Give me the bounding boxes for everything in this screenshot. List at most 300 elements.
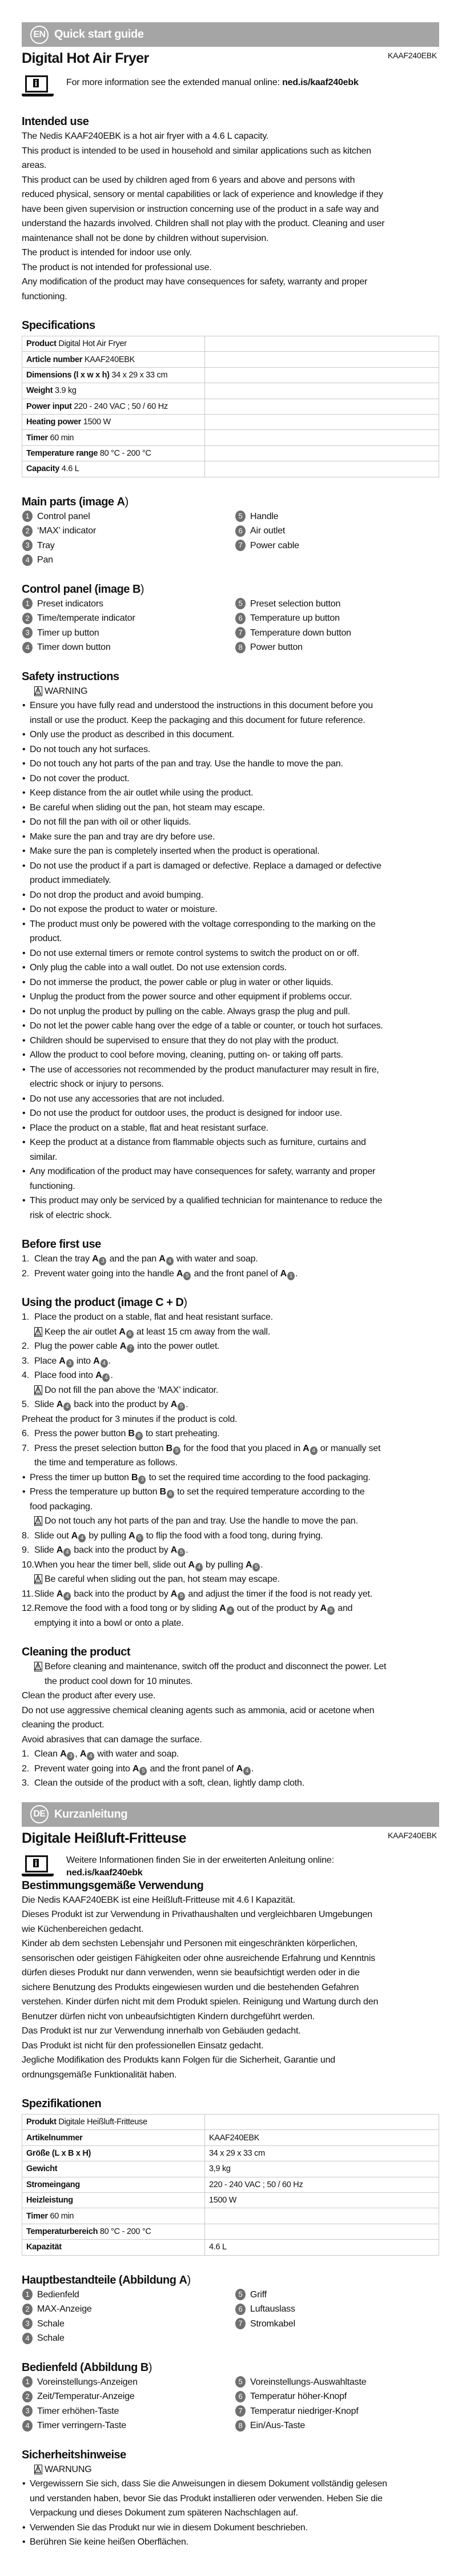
text-run: Berühren Sie keine heißen Oberflächen. bbox=[30, 2537, 188, 2547]
list-item bbox=[22, 2331, 235, 2346]
part-number-badge: 7 bbox=[235, 627, 246, 638]
parts-column-right bbox=[235, 597, 439, 655]
image-ref-letter: A bbox=[170, 1589, 178, 1599]
bold-text: Product bbox=[26, 339, 57, 349]
paragraph bbox=[22, 1412, 439, 1427]
bold-text: Dimensions (l x w x h) bbox=[26, 370, 110, 380]
line-text bbox=[22, 1895, 295, 1905]
manual-info bbox=[22, 72, 439, 99]
text-run: Any modification of the product may have consequences for safety, warranty and proper functioning. bbox=[30, 1167, 376, 1191]
text-run: This product is intended to be used in household and similar applications such as kitchen areas. bbox=[22, 146, 371, 170]
spec-value bbox=[205, 2208, 439, 2224]
numbered-step bbox=[22, 1267, 439, 1281]
bullet-item bbox=[22, 1048, 439, 1063]
text-run: This product may only be serviced by a qualified technician for maintenance to reduce the risk of electric shock. bbox=[30, 1196, 383, 1220]
spec-label bbox=[22, 336, 205, 352]
image-ref-letter: A bbox=[92, 1254, 99, 1264]
bullet-icon: • bbox=[22, 919, 26, 929]
bullet-item bbox=[22, 801, 439, 815]
line-text: Clean A 3 , A 4 with water and soap. bbox=[34, 1749, 179, 1760]
bullet-icon: • bbox=[22, 2522, 26, 2533]
line-text bbox=[22, 248, 192, 258]
part-number-badge: 2 bbox=[22, 525, 33, 537]
part-label: Ein/Aus-Taste bbox=[250, 2421, 306, 2431]
list-item bbox=[235, 611, 439, 626]
image-ref-letter: A bbox=[60, 1749, 67, 1759]
list-item bbox=[22, 2302, 235, 2317]
text-run: to flip the food with a food tong, during frying. bbox=[143, 1530, 323, 1541]
warning-note bbox=[22, 1325, 439, 1340]
bold-text: Safety instructions bbox=[22, 670, 119, 683]
text-run: Make sure the pan is completely inserted when the product is operational. bbox=[30, 846, 320, 857]
part-number-badge: 1 bbox=[22, 2376, 33, 2388]
table-row bbox=[22, 445, 439, 461]
bullet-icon: • bbox=[22, 948, 26, 958]
paragraph bbox=[22, 275, 439, 304]
parts-column-right bbox=[235, 2375, 439, 2433]
spec-label bbox=[22, 2208, 205, 2224]
part-number-badge: 4 bbox=[22, 2420, 33, 2432]
part-label: Voreinstellungs-Auswahltaste bbox=[250, 2377, 367, 2387]
part-number-badge: 5 bbox=[235, 511, 246, 522]
image-ref-letter: A bbox=[159, 1254, 166, 1264]
spec-value bbox=[205, 2192, 439, 2208]
part-number-badge: 4 bbox=[63, 1548, 71, 1557]
section-header-bar bbox=[22, 22, 439, 47]
part-number-badge: 4 bbox=[87, 1752, 94, 1761]
text-run: and emptying it into a bowl or onto a plate. bbox=[34, 1604, 353, 1628]
bold-text: Sicherheitshinweise bbox=[22, 2448, 126, 2461]
text-run: KAAF240EBK bbox=[82, 355, 135, 364]
list-item bbox=[235, 597, 439, 612]
manual-link[interactable]: ned.is/kaaf240ebk bbox=[282, 78, 359, 87]
table-row bbox=[22, 336, 439, 352]
part-label: Stromkabel bbox=[250, 2318, 295, 2329]
part-number-badge: 5 bbox=[183, 1272, 191, 1280]
line-text bbox=[22, 131, 268, 141]
image-ref-letter: A bbox=[71, 1530, 78, 1541]
line-text bbox=[45, 686, 87, 696]
list-item bbox=[235, 2404, 439, 2419]
line-text bbox=[34, 1312, 273, 1322]
bullet-item bbox=[22, 1004, 439, 1019]
image-ref-letter: A bbox=[56, 1589, 63, 1599]
numbered-step bbox=[22, 1747, 439, 1762]
spec-label bbox=[22, 367, 205, 383]
text-run: . bbox=[108, 1356, 111, 1366]
line-text: Slide A 4 back into the product by A 5 . bbox=[34, 1545, 188, 1556]
line-text bbox=[30, 2523, 308, 2533]
part-label: Timer down button bbox=[37, 642, 111, 653]
line-text bbox=[30, 1196, 382, 1220]
line-text bbox=[45, 1385, 218, 1395]
line-text: Press the timer up button B 3 to set the required time according to the food packaging. bbox=[30, 1472, 371, 1483]
numbered-step bbox=[22, 1762, 439, 1777]
image-ref-letter: A bbox=[245, 1560, 252, 1570]
parts-list bbox=[22, 2288, 439, 2346]
image-ref-letter: A bbox=[132, 1763, 139, 1774]
text-run: ) bbox=[124, 495, 128, 508]
section-heading: Using the product (image C + D) bbox=[22, 1296, 187, 1309]
line-text bbox=[30, 788, 253, 798]
spec-label bbox=[22, 2130, 205, 2145]
part-label: Preset selection button bbox=[250, 598, 341, 609]
step-number: 11. bbox=[22, 1589, 34, 1599]
text-run: 3.9 kg bbox=[53, 386, 77, 396]
bullet-icon: • bbox=[22, 1123, 26, 1133]
bullet-item bbox=[22, 830, 439, 845]
line-text: When you hear the timer bell, slide out A 4 by pulling A 5 . bbox=[34, 1560, 263, 1570]
paragraph bbox=[22, 246, 439, 260]
text-run: Kinder ab dem sechsten Lebensjahr und Personen mit eingeschränkten körperlichen, sensorischen oder geistigen Fähigkeiten oder ohne ausreichende Erfahrung und Kenntnis dürfen dieses Produkt nur dann verwenden, wenn sie beaufsichtigt werden oder in die sichere Benutzung des Produkts eingewiesen wurden und die bestehenden Gefahren verstehen. Kinder dürfen nicht mit dem Produkt spielen. Reinigung und Wartung durch den Benutzer dürfen nicht von unbeaufsichtigten Kindern durchgeführt werden. bbox=[22, 1939, 379, 2022]
spec-value bbox=[205, 2145, 439, 2161]
spec-label bbox=[22, 383, 205, 399]
part-number-badge: 3 bbox=[22, 2405, 33, 2417]
text-run: to set the required temperature according to the food packaging. bbox=[30, 1487, 365, 1512]
bold-text: Main parts bbox=[22, 495, 77, 508]
list-item bbox=[235, 538, 439, 553]
part-number-badge: 8 bbox=[135, 1432, 143, 1440]
image-ref-letter: A bbox=[119, 1341, 127, 1352]
info-text bbox=[66, 72, 359, 89]
image-ref-letter: A bbox=[95, 1371, 102, 1381]
bold-text: Temperaturbereich bbox=[26, 2227, 98, 2236]
text-run: WARNING bbox=[45, 686, 88, 696]
bold-text: B bbox=[140, 2361, 148, 2374]
numbered-step bbox=[22, 1601, 439, 1630]
warning-icon bbox=[34, 2465, 42, 2474]
text-run: . bbox=[186, 1400, 188, 1410]
line-text bbox=[30, 1108, 342, 1118]
bullet-item bbox=[22, 1193, 439, 1223]
section-heading: Bedienfeld (Abbildung B) bbox=[22, 2361, 152, 2374]
part-number-badge: 5 bbox=[178, 1592, 185, 1601]
section-heading bbox=[22, 670, 439, 683]
part-label: ‘MAX’ indicator bbox=[37, 526, 97, 536]
section-heading bbox=[22, 2097, 439, 2110]
list-item bbox=[235, 2375, 439, 2390]
image-ref-letter: A bbox=[236, 1763, 243, 1774]
text-run: Das Produkt ist nicht für den professionellen Einsatz gedacht. bbox=[22, 2040, 264, 2051]
part-number-badge: 7 bbox=[127, 1344, 134, 1353]
table-row bbox=[22, 2208, 439, 2224]
spec-label bbox=[22, 2192, 205, 2208]
spec-label bbox=[22, 445, 205, 461]
bold-text: Intended use bbox=[22, 115, 89, 128]
spec-label bbox=[22, 2240, 205, 2255]
spec-value bbox=[205, 2115, 439, 2130]
text-run: 4.6 L bbox=[59, 464, 79, 474]
line-text bbox=[30, 992, 352, 1002]
part-label: Pan bbox=[37, 555, 53, 565]
text-run: Das Produkt ist nur zur Verwendung innerhalb von Gebäuden gedacht. bbox=[22, 2026, 301, 2036]
line-text bbox=[30, 1065, 379, 1090]
line-text: Press the preset selection button B 5 for the food that you placed in A 4 or manually set the time and temperature as follows. bbox=[34, 1443, 381, 1468]
line-text bbox=[22, 175, 384, 243]
bullet-item bbox=[22, 757, 439, 771]
bullet-item bbox=[22, 728, 439, 742]
bold-text: Heating power bbox=[26, 417, 82, 427]
part-number-badge: 4 bbox=[102, 1373, 110, 1382]
bold-text: B bbox=[132, 582, 140, 596]
list-item bbox=[22, 2317, 235, 2332]
part-number-badge: 3 bbox=[22, 540, 33, 551]
part-label: Temperature down button bbox=[250, 628, 351, 638]
text-run: or manually set the time and temperature as follows. bbox=[34, 1443, 381, 1468]
table-row bbox=[22, 352, 439, 367]
paragraph bbox=[22, 144, 439, 173]
bold-text: Bedienfeld bbox=[22, 2361, 78, 2374]
spec-value bbox=[205, 383, 439, 399]
bullet-icon: • bbox=[22, 963, 26, 973]
line-text: Prevent water going into the handle A 5 and the front panel of A 1 . bbox=[34, 1268, 298, 1279]
text-run: Verwenden Sie das Produkt nur wie in diesem Dokument beschrieben. bbox=[30, 2522, 308, 2533]
image-ref-letter: A bbox=[219, 1604, 226, 1614]
part-label: Griff bbox=[250, 2289, 267, 2300]
text-run: with water and soap. bbox=[174, 1254, 258, 1264]
line-text bbox=[30, 730, 234, 740]
spec-value bbox=[205, 367, 439, 383]
list-item bbox=[22, 2288, 235, 2302]
text-run: Do not touch any hot parts of the pan and tray. Use the handle to move the pan. bbox=[30, 759, 343, 769]
line-text bbox=[30, 1021, 383, 1031]
bold-text: Cleaning the product bbox=[22, 1646, 130, 1659]
list-item bbox=[235, 626, 439, 641]
text-run: Do not touch any hot parts of the pan and tray. Use the handle to move the pan. bbox=[45, 1516, 358, 1526]
text-run: 220 - 240 VAC ; 50 / 60 Hz bbox=[71, 401, 168, 411]
warning-icon bbox=[34, 1662, 42, 1671]
part-label: Bedienfeld bbox=[37, 2289, 79, 2300]
parts-list bbox=[22, 597, 439, 655]
spec-label bbox=[22, 461, 205, 477]
text-run: Dieses Produkt ist zur Verwendung in Privathaushalten und vergleichbaren Umgebungen wie Küchenbereichen gedacht. bbox=[22, 1910, 373, 1934]
list-item bbox=[22, 2389, 235, 2404]
bullet-item bbox=[22, 946, 439, 961]
list-item bbox=[22, 553, 235, 568]
text-run: Be careful when sliding out the pan, hot steam may escape. bbox=[30, 802, 265, 813]
step-number: 12. bbox=[22, 1604, 34, 1614]
guide-label: Quick start guide bbox=[54, 28, 144, 41]
bullet-item bbox=[22, 1063, 439, 1092]
bullet-item bbox=[22, 1135, 439, 1164]
list-item bbox=[22, 640, 235, 655]
step-number: 3. bbox=[22, 1778, 29, 1789]
part-label: Tray bbox=[37, 540, 55, 550]
paragraph bbox=[22, 1689, 439, 1703]
part-number-badge: 4 bbox=[101, 1359, 108, 1368]
bullet-item bbox=[22, 917, 439, 946]
part-number-badge: 4 bbox=[22, 642, 33, 653]
part-number-badge: 5 bbox=[252, 1563, 260, 1572]
warning-icon bbox=[34, 1385, 42, 1395]
line-text: Slide A 4 back into the product by A 5 . bbox=[34, 1400, 188, 1410]
list-item bbox=[235, 2389, 439, 2404]
part-number-badge: 3 bbox=[99, 1257, 106, 1265]
language-badge: DE bbox=[30, 1805, 49, 1823]
line-text: Clean the tray A 3 and the pan A 4 with water and soap. bbox=[34, 1254, 258, 1265]
text-run: Do not unplug the product by pulling on the cable. Always grasp the plug and pull. bbox=[30, 1006, 350, 1016]
text-run: to set the required time according to the food packaging. bbox=[146, 1472, 371, 1482]
line-text bbox=[45, 1516, 358, 1526]
text-run: The use of accessories not recommended by the product manufacturer may result in fire, electric shock or injury to persons. bbox=[30, 1064, 379, 1090]
language-section-de bbox=[22, 1802, 439, 2550]
part-label: Temperature up button bbox=[250, 613, 340, 624]
bold-text: Heizleistung bbox=[26, 2196, 73, 2205]
table-row bbox=[22, 430, 439, 445]
numbered-step bbox=[22, 1776, 439, 1791]
part-label: Timer erhöhen-Taste bbox=[37, 2406, 119, 2416]
part-label: Temperatur niedriger-Knopf bbox=[250, 2406, 359, 2416]
part-number-badge: 3 bbox=[22, 627, 33, 638]
step-number: 1. bbox=[22, 1749, 29, 1759]
table-row bbox=[22, 414, 439, 429]
bullet-icon: • bbox=[22, 1138, 26, 1148]
bullet-item bbox=[22, 2535, 439, 2550]
part-number-badge: 2 bbox=[22, 2304, 33, 2315]
image-ref-letter: A bbox=[128, 1530, 135, 1541]
image-ref-letter: A bbox=[176, 1268, 183, 1279]
bullet-icon: • bbox=[22, 905, 26, 915]
bullet-item bbox=[22, 902, 439, 917]
step-number: 2. bbox=[22, 1341, 29, 1352]
line-text bbox=[30, 978, 333, 987]
list-item bbox=[22, 509, 235, 524]
paragraph bbox=[22, 1907, 439, 1936]
part-label: Luftauslass bbox=[250, 2304, 295, 2314]
bullet-item bbox=[22, 1485, 439, 1514]
part-number-badge: 5 bbox=[136, 1534, 143, 1542]
specifications-table bbox=[22, 336, 439, 477]
bold-text: Control panel bbox=[22, 582, 92, 596]
line-text bbox=[22, 1939, 378, 2022]
section-heading bbox=[22, 1646, 439, 1658]
language-badge: EN bbox=[30, 26, 49, 44]
numbered-step bbox=[22, 1426, 439, 1441]
line-text bbox=[30, 745, 150, 754]
part-number-badge: 1 bbox=[287, 1272, 295, 1280]
part-number-badge: 7 bbox=[235, 540, 246, 551]
part-number-badge: 8 bbox=[235, 2420, 246, 2432]
bullet-icon: • bbox=[22, 817, 26, 827]
text-run: Die Nedis KAAF240EBK ist eine Heißluft-Fritteuse mit 4.6 l Kapazität. bbox=[22, 1895, 295, 1905]
text-run: ) bbox=[187, 2273, 191, 2286]
line-text bbox=[22, 263, 212, 272]
part-number-badge: 4 bbox=[22, 554, 33, 566]
model-number: KAAF240EBK bbox=[388, 51, 437, 60]
warning-icon bbox=[34, 1516, 42, 1526]
line-text: Slide out A 4 by pulling A 5 to flip the food with a food tong, during frying. bbox=[34, 1530, 323, 1541]
line-text: Place A 3 into A 4 . bbox=[34, 1356, 111, 1367]
parts-column-left bbox=[22, 597, 235, 655]
specifications-table bbox=[22, 2114, 439, 2256]
numbered-step bbox=[22, 1252, 439, 1267]
text-run: Only plug the cable into a wall outlet. Do not use extension cords. bbox=[30, 963, 287, 973]
bullet-item bbox=[22, 859, 439, 888]
part-number-badge: 5 bbox=[178, 1548, 185, 1557]
text-run: This product can be used by children aged from 6 years and above and persons with reduced physical, sensory or mental capabilities or lack of experience and knowledge if they have been given supervision or instruction concerning use of the product in a safe way and understand the hazards involved. Children shall not play with the product. Cleaning and user maintenance shall not be done by children without supervision. bbox=[22, 175, 385, 243]
image-ref-letter: A bbox=[280, 1268, 287, 1279]
part-label: MAX-Anzeige bbox=[37, 2304, 92, 2314]
part-label: Power cable bbox=[250, 540, 299, 550]
warning-label bbox=[22, 2462, 439, 2477]
bullet-item bbox=[22, 742, 439, 757]
image-ref-letter: B bbox=[131, 1472, 138, 1482]
section-heading bbox=[22, 115, 439, 128]
bullet-icon: • bbox=[22, 890, 26, 900]
part-number-badge: 6 bbox=[167, 1490, 174, 1498]
warning-note bbox=[22, 1383, 439, 1398]
part-number-badge: 7 bbox=[235, 2318, 246, 2329]
bullet-item bbox=[22, 2477, 439, 2521]
image-ref-letter: B bbox=[166, 1443, 173, 1453]
part-number-badge: 4 bbox=[166, 1257, 174, 1265]
text-run: Do not cover the product. bbox=[30, 773, 130, 783]
bullet-item bbox=[22, 990, 439, 1004]
step-number: 3. bbox=[22, 1356, 29, 1366]
bullet-icon: • bbox=[22, 831, 26, 842]
text-run: Digitale Heißluft-Fritteuse bbox=[56, 2117, 147, 2127]
section-header-bar bbox=[22, 1802, 439, 1827]
bullet-item bbox=[22, 698, 439, 728]
line-text bbox=[22, 2055, 335, 2080]
line-text bbox=[30, 1123, 268, 1133]
part-label: Handle bbox=[250, 511, 279, 521]
line-text: Place food into A 4 . bbox=[34, 1371, 113, 1381]
text-run: Clean the outside of the product with a soft, clean, lightly damp cloth. bbox=[34, 1778, 304, 1789]
part-number-badge: 4 bbox=[310, 1446, 318, 1455]
laptop-info-icon bbox=[22, 72, 54, 99]
warning-note bbox=[22, 1572, 439, 1587]
text-run: Vergewissern Sie sich, dass Sie die Anweisungen in diesem Dokument vollständig gelesen und verstanden haben, bevor Sie das Produkt installieren oder verwenden. Heben Sie die Verpackung und dieses Dokument zum späteren Nachschlagen auf. bbox=[30, 2479, 387, 2518]
part-number-badge: 2 bbox=[22, 613, 33, 624]
list-item bbox=[235, 2317, 439, 2332]
line-text bbox=[45, 1574, 280, 1584]
parts-column-right bbox=[235, 2288, 439, 2346]
text-run: 34 x 29 x 33 cm bbox=[209, 2148, 265, 2158]
spec-label bbox=[22, 414, 205, 429]
part-label: Air outlet bbox=[250, 526, 286, 536]
bullet-icon: • bbox=[22, 759, 26, 769]
bold-text: Produkt bbox=[26, 2117, 57, 2127]
bullet-item bbox=[22, 1470, 439, 1485]
list-item bbox=[235, 509, 439, 524]
image-ref-letter: A bbox=[79, 1749, 87, 1759]
spec-value bbox=[205, 2240, 439, 2255]
bold-text: Kapazität bbox=[26, 2243, 62, 2252]
manual-link[interactable]: ned.is/kaaf240ebk bbox=[66, 1867, 143, 1878]
text-run: KAAF240EBK bbox=[209, 2133, 260, 2143]
part-number-badge: 4 bbox=[243, 1767, 251, 1775]
spec-value bbox=[205, 445, 439, 461]
bullet-icon: • bbox=[22, 1094, 26, 1104]
line-text bbox=[22, 1414, 237, 1424]
text-run: Do not expose the product to water or moisture. bbox=[30, 905, 218, 915]
text-run: 3,9 kg bbox=[209, 2164, 231, 2174]
bullet-icon: • bbox=[22, 701, 26, 711]
text-run: Preheat the product for 3 minutes if the product is cold. bbox=[22, 1414, 238, 1424]
text-run: 60 min bbox=[47, 2211, 74, 2221]
part-label: Zeit/Temperatur-Anzeige bbox=[37, 2392, 135, 2402]
line-text: Slide A 4 back into the product by A 5 and adjust the timer if the food is not ready yet. bbox=[34, 1589, 373, 1600]
bullet-icon: • bbox=[22, 730, 26, 740]
bold-text: A bbox=[116, 495, 125, 508]
line-text bbox=[22, 2041, 263, 2051]
bullet-item bbox=[22, 975, 439, 990]
manual-info bbox=[22, 1852, 439, 1879]
image-ref-letter: A bbox=[303, 1443, 310, 1453]
bullet-item bbox=[22, 1121, 439, 1136]
line-text bbox=[34, 1778, 304, 1788]
